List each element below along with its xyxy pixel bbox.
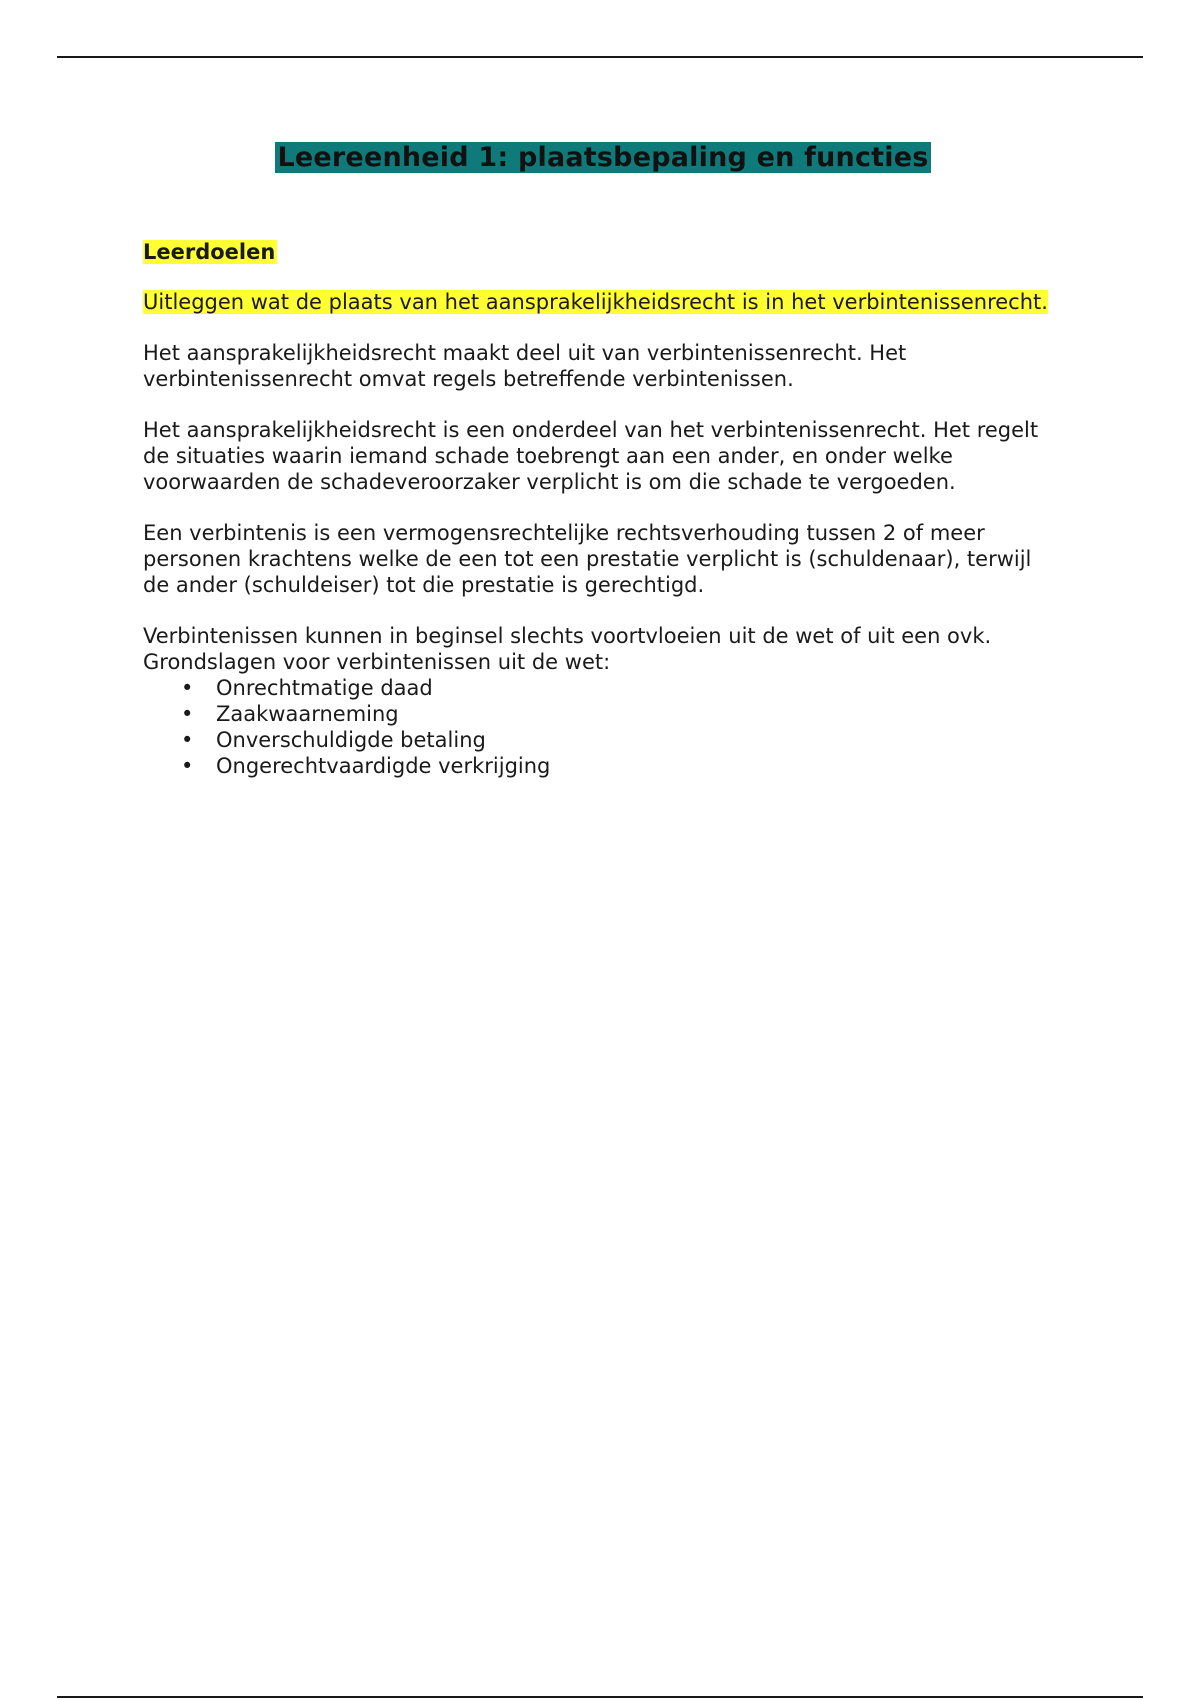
section-heading — [143, 239, 1063, 265]
paragraph: Het aansprakelijkheidsrecht maakt deel uit van verbintenissenrecht. Het verbintenissenrecht omvat regels betreffende verbintenissen. — [143, 341, 907, 391]
paragraph: Verbintenissen kunnen in beginsel slechts voortvloeien uit de wet of uit een ovk. — [143, 624, 992, 648]
bullet-icon: • — [181, 676, 194, 700]
section-heading-text: Leerdoelen — [143, 240, 276, 264]
top-rule — [57, 56, 1143, 58]
list-item — [143, 701, 1063, 727]
list-item — [143, 753, 1063, 779]
page-title: Leereenheid 1: plaatsbepaling en functies — [277, 142, 929, 173]
list-item-text: Ongerechtvaardigde verkrijging — [216, 754, 551, 778]
learning-goal-text: Uitleggen wat de plaats van het aansprakelijkheidsrecht is in het verbintenissenrecht. — [143, 290, 1048, 314]
list-item-text: Onverschuldigde betaling — [216, 728, 486, 752]
list-item — [143, 727, 1063, 753]
paragraph: Een verbintenis is een vermogensrechtelijke rechtsverhouding tussen 2 of meer personen krachtens welke de een tot een prestatie verplicht is (schuldenaar), terwijl de ander (schuldeiser) tot die prestatie is gerechtigd. — [143, 521, 1032, 597]
document-body — [143, 140, 1063, 779]
bullet-icon: • — [181, 728, 194, 752]
list-item-text: Zaakwaarneming — [216, 702, 399, 726]
paragraph: Het aansprakelijkheidsrecht is een onderdeel van het verbintenissenrecht. Het regelt de situaties waarin iemand schade toebrengt aan een ander, en onder welke voorwaarden de schadeveroorzaker verplicht is om die schade te vergoeden. — [143, 418, 1039, 494]
bottom-rule — [57, 1696, 1143, 1698]
list-item — [143, 675, 1063, 701]
bullet-icon: • — [181, 754, 194, 778]
paragraph: Grondslagen voor verbintenissen uit de wet: — [143, 650, 611, 674]
title-block — [143, 140, 1063, 179]
bullet-icon: • — [181, 702, 194, 726]
learning-goal — [143, 289, 1063, 315]
bullet-list — [143, 675, 1063, 779]
list-item-text: Onrechtmatige daad — [216, 676, 433, 700]
